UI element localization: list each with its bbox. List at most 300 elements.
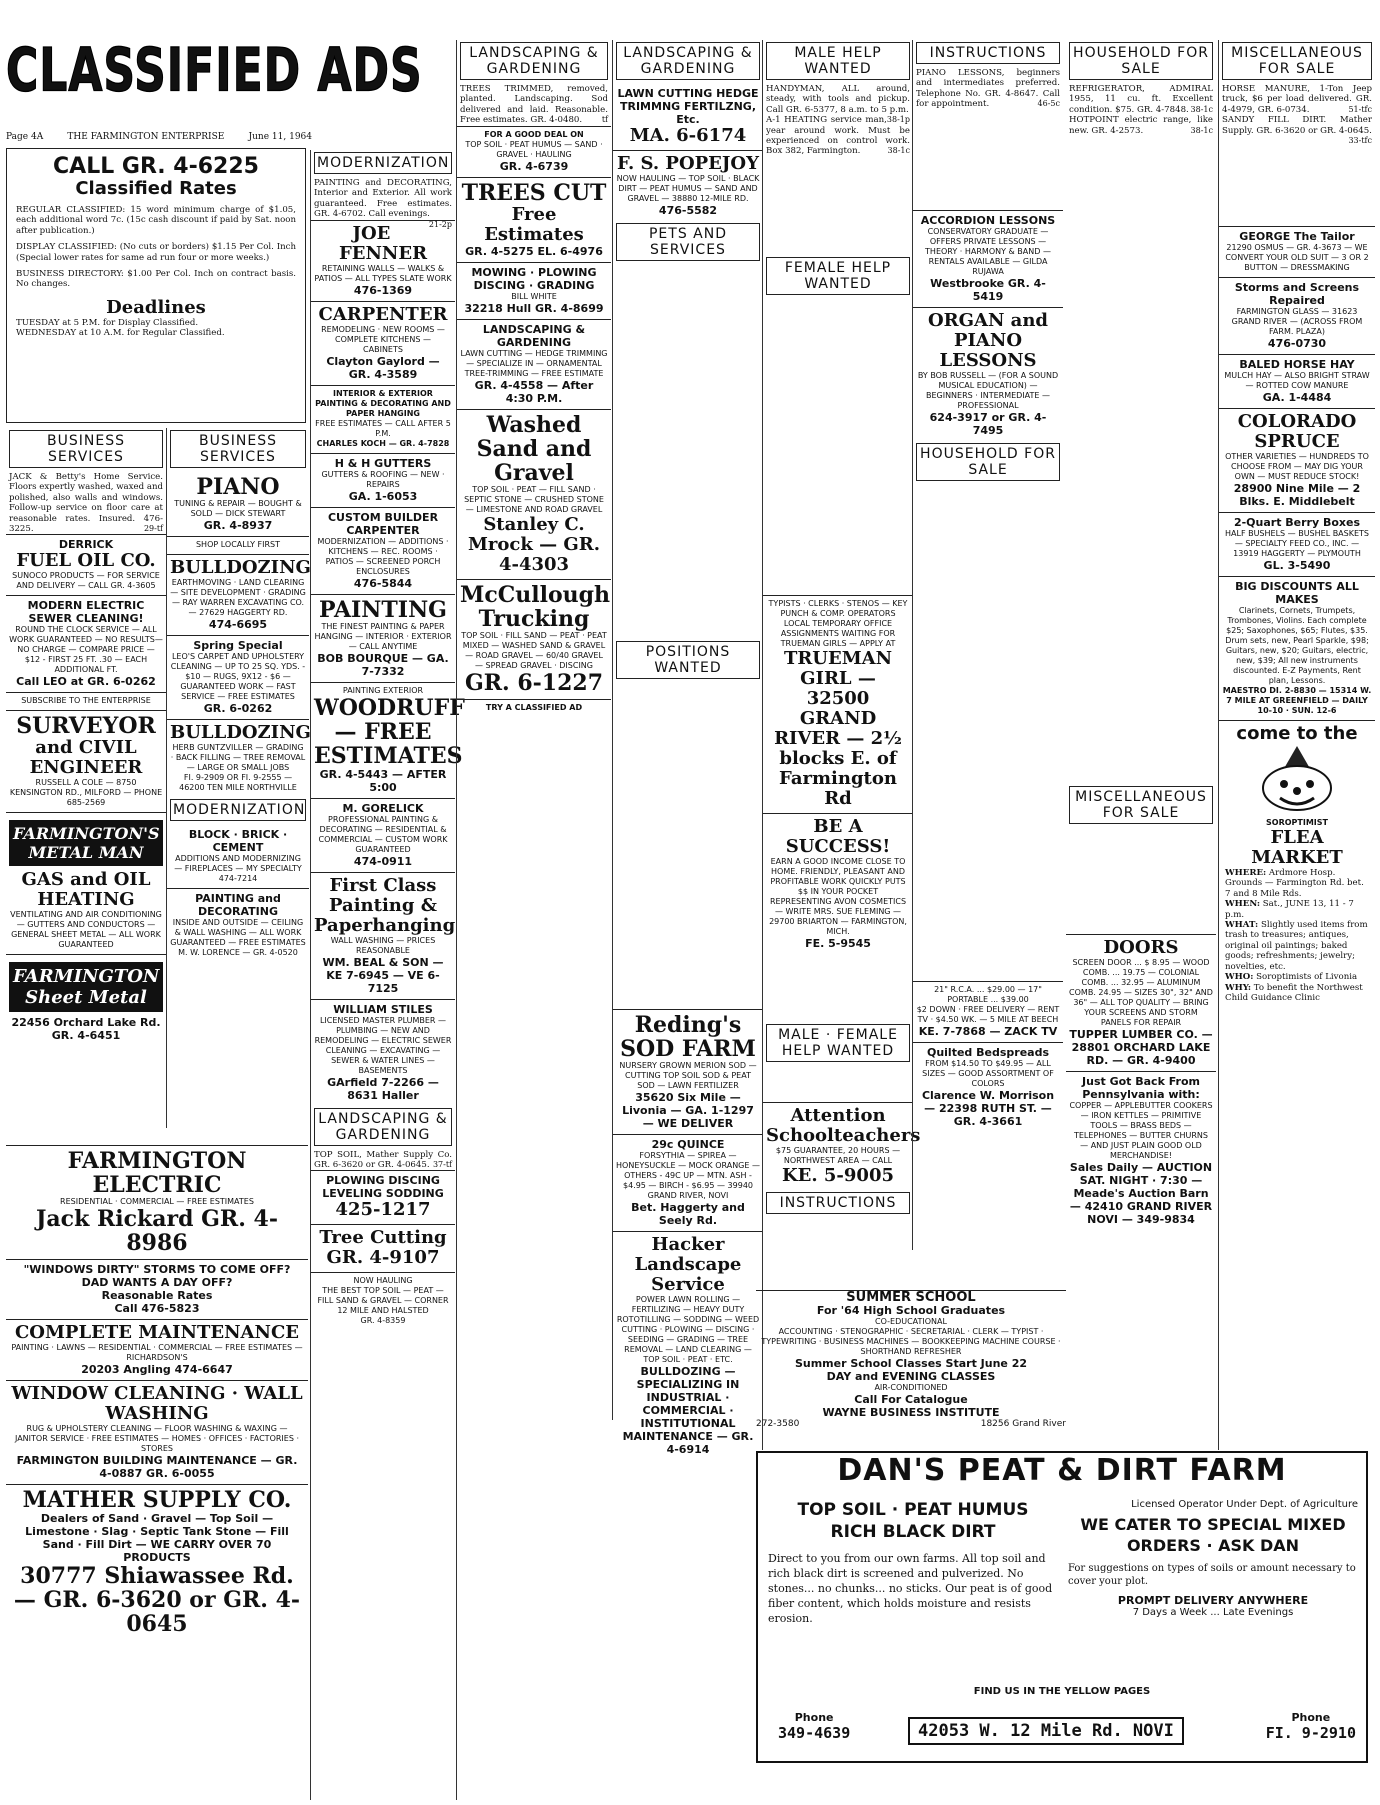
column-6 xyxy=(762,40,921,1450)
ad-title: Just Got Back From Pennsylvania with: xyxy=(1082,1075,1200,1102)
ad-title: BLOCK · BRICK · CEMENT xyxy=(188,828,288,854)
ad-code: tf xyxy=(601,115,608,125)
ad-title: LANDSCAPING & GARDENING xyxy=(482,322,586,349)
list-item xyxy=(613,1134,763,1231)
list-item xyxy=(6,1484,308,1640)
ad-title: INTERIOR & EXTERIOR PAINTING & DECORATING AND PAPER HANGING xyxy=(315,388,451,418)
ad-title: ORGAN and PIANO LESSONS xyxy=(927,309,1049,371)
ad-body: PROFESSIONAL PAINTING & DECORATING — RESIDENTIAL & COMMERCIAL — CUSTOM WORK GUARANTEED xyxy=(318,814,448,854)
ad-code: 21-2p xyxy=(428,219,452,229)
list-item xyxy=(6,1319,308,1380)
ad-phone: GR. 4-5443 — AFTER 5:00 xyxy=(319,767,447,794)
ad-title: ACCORDION LESSONS xyxy=(920,213,1056,227)
list-item xyxy=(311,301,455,385)
dans-left-heading: TOP SOIL · PEAT HUMUS xyxy=(797,1500,1029,1520)
list-item xyxy=(311,682,465,798)
ad-title: DERRICK xyxy=(58,538,114,552)
school-catalog: Call For Catalogue xyxy=(854,1393,968,1406)
ad-body: LOCAL TEMPORARY OFFICE ASSIGNMENTS WAITING FOR TRUEMAN GIRLS — APPLY AT xyxy=(780,618,896,648)
section-header: MODERNIZATION xyxy=(314,152,452,174)
ad-code: 37-tf xyxy=(432,1160,452,1170)
school-classes: DAY and EVENING CLASSES xyxy=(826,1370,996,1383)
rates-call: CALL GR. 4-6225 xyxy=(53,154,259,179)
ad-body: NOW HAULING — TOP SOIL · BLACK DIRT — PEAT HUMUS — SAND AND GRAVEL — 38880 12-MILE RD. xyxy=(616,174,760,203)
list-item xyxy=(311,507,455,594)
dans-delivery: PROMPT DELIVERY ANYWHERE xyxy=(1117,1594,1309,1607)
list-item xyxy=(6,1259,308,1319)
masthead-meta xyxy=(6,132,312,142)
list-item xyxy=(311,594,455,682)
ad-address: 22456 Orchard Lake Rd. xyxy=(11,1016,161,1030)
list-item xyxy=(311,385,455,453)
ad-title: CUSTOM BUILDER CARPENTER xyxy=(327,510,439,537)
ad-title: M. GORELICK xyxy=(342,801,424,815)
ad-phone: GR. 4-9107 xyxy=(326,1247,440,1269)
rates-heading: Classified Rates xyxy=(75,178,237,199)
ad-body: ADDITIONS AND MODERNIZING — FIREPLACES — MY SPECIALTY xyxy=(174,854,302,873)
ad-phone: WM. BEAL & SON — KE 7-6945 — VE 6-7125 xyxy=(322,955,444,995)
ad-phone: TRUEMAN GIRL — 32500 GRAND RIVER — 2½ blocks E. of Farmington Rd xyxy=(774,647,902,809)
ad-title: First Class Painting & Paperhanging xyxy=(314,874,456,936)
list-item xyxy=(913,307,1063,441)
section-header: HOUSEHOLD FOR SALE xyxy=(1069,42,1213,80)
flea-where: Ardmore Hosp. Grounds — Farmington Rd. bet. 7 and 8 Mile Rds. xyxy=(1225,868,1364,899)
ad-phone: KE. 5-9005 xyxy=(782,1164,894,1186)
list-item xyxy=(913,981,1063,1042)
list-item xyxy=(457,699,611,717)
ad-title: Spring Special xyxy=(193,639,283,652)
list-item xyxy=(613,1231,763,1460)
ad-phone: 20203 Angling 474-6647 xyxy=(81,1363,233,1376)
list-item xyxy=(6,595,166,692)
list-item xyxy=(6,954,166,1046)
ad-text: PIANO LESSONS, beginners and intermediates preferred. Telephone No. GR. 4-8647. Call for appointment. xyxy=(916,68,1060,110)
flea-why-label: WHY: xyxy=(1225,982,1252,993)
ad-phone: GR. 6-0262 xyxy=(203,702,273,715)
list-item xyxy=(6,1145,308,1259)
list-item xyxy=(167,536,309,554)
section-header: INSTRUCTIONS xyxy=(766,1192,910,1214)
ad-title: Storms and Screens Repaired xyxy=(1234,281,1360,308)
ad-title: Washed Sand and Gravel xyxy=(476,411,592,486)
ad-body: Reasonable Rates xyxy=(101,1289,213,1302)
ad-text: PAINTING and DECORATING, Interior and Exterior. All work guaranteed. Free estimates. GR. 4-6702. Call evenings. xyxy=(314,178,452,220)
rates-display: DISPLAY CLASSIFIED: (No cuts or borders) $1.15 Per Col. Inch (Special lower rates for same ad run four or more weeks.) xyxy=(16,242,296,263)
dans-left-body: Direct to you from our own farms. All top soil and rich black dirt is screened and pulverized. No stones... no chunks... no sticks. Our peat is of good fiber content, which holds moisture and resists erosion. xyxy=(768,1552,1053,1625)
list-item xyxy=(1219,277,1375,354)
list-item xyxy=(457,262,611,319)
ad-title: WINDOW CLEANING · WALL WASHING xyxy=(11,1383,303,1424)
section-header: BUSINESS SERVICES xyxy=(170,430,306,468)
ad-title: "WINDOWS DIRTY" STORMS TO COME OFF? DAD WANTS A DAY OFF? xyxy=(23,1263,291,1289)
dans-title: DAN'S PEAT & DIRT FARM xyxy=(837,1453,1287,1488)
list-item xyxy=(613,150,763,221)
ad-body: REMODELING · NEW ROOMS — COMPLETE KITCHENS — CABINETS xyxy=(321,324,445,354)
ad-phone: Bet. Haggerty and Seely Rd. xyxy=(631,1201,745,1227)
list-item xyxy=(613,84,763,150)
ad-text: SANDY FILL DIRT. Mather Supply. GR. 6-3620 or GR. 4-0645. xyxy=(1222,115,1372,136)
page-title: CLASSIFIED ADS xyxy=(6,36,423,106)
section-header: FEMALE HELP WANTED xyxy=(766,257,910,295)
ad-phone: GR. 4-5275 EL. 6-4976 xyxy=(465,244,603,258)
ad-body: ROUND THE CLOCK SERVICE — ALL WORK GUARANTEED — NO RESULTS—NO CHARGE — COMPARE PRICE — $12 - FIRST 25 FT. .30 — EACH ADDITIONAL FT. xyxy=(9,625,163,675)
list-item xyxy=(457,177,611,262)
ad-body: INSIDE AND OUTSIDE — CEILING & WALL WASHING — ALL WORK GUARANTEED — FREE ESTIMATES xyxy=(170,918,306,947)
ad-body: MULCH HAY — ALSO BRIGHT STRAW — ROTTED COW MANURE xyxy=(1224,371,1370,391)
dans-right-heading: WE CATER TO SPECIAL MIXED ORDERS · ASK DAN xyxy=(1080,1515,1346,1555)
ad-subtitle: and CIVIL ENGINEER xyxy=(29,737,143,779)
list-item xyxy=(6,1380,308,1484)
section-header: MALE HELP WANTED xyxy=(766,42,910,80)
ad-phone: 35620 Six Mile — Livonia — GA. 1-1297 — WE DELIVER xyxy=(622,1091,754,1130)
ad-title: PLOWING DISCING LEVELING SODDING xyxy=(322,1174,444,1201)
flea-why: To benefit the Northwest Child Guidance Clinic xyxy=(1225,982,1363,1003)
ad-phone: M. W. LORENCE — GR. 4-0520 xyxy=(178,948,298,957)
ad-title: GEORGE The Tailor xyxy=(1239,230,1355,244)
list-item xyxy=(6,472,166,534)
list-item xyxy=(457,409,611,579)
ad-title: LAWN CUTTING HEDGE TRIMMNG FERTILZNG, Etc. xyxy=(617,87,759,126)
list-item xyxy=(311,1170,455,1224)
school-air: AIR-CONDITIONED xyxy=(874,1383,948,1392)
ad-body: MODERNIZATION — ADDITIONS · KITCHENS — REC. ROOMS · PATIOS — SCREENED PORCH ENCLOSURES xyxy=(317,536,449,576)
ad-title: CARPENTER xyxy=(318,303,448,325)
rates-directory: BUSINESS DIRECTORY: $1.00 Per Col. Inch on contract basis. No changes. xyxy=(16,269,296,290)
ad-phone: Call 476-5823 xyxy=(114,1302,200,1315)
ad-body: WALL WASHING — PRICES REASONABLE xyxy=(330,935,436,955)
ad-code: 38-1c xyxy=(1190,104,1213,114)
ad-text: HOTPOINT electric range, like new. GR. 4-2573. xyxy=(1069,115,1213,136)
ad-title: JOE FENNER xyxy=(338,222,428,264)
ad-title: TREES CUT xyxy=(461,179,607,206)
deadlines-heading: Deadlines xyxy=(106,296,206,318)
ad-phone: 476-1369 xyxy=(353,283,413,297)
dans-peat-ad xyxy=(756,1451,1368,1763)
list-item xyxy=(6,812,166,954)
ad-phone: GArfield 7-2266 — 8631 Haller xyxy=(327,1075,439,1102)
list-item xyxy=(913,210,1063,307)
school-name: WAYNE BUSINESS INSTITUTE xyxy=(822,1406,1000,1419)
list-item xyxy=(1219,115,1375,146)
ad-title: 29c QUINCE xyxy=(651,1138,725,1151)
list-item xyxy=(167,635,309,719)
section-header: LANDSCAPING & GARDENING xyxy=(616,42,760,80)
paper-name: THE FARMINGTON ENTERPRISE xyxy=(67,132,225,142)
dans-phone-label: Phone xyxy=(794,1711,834,1724)
column-8 xyxy=(1066,40,1216,1450)
list-item xyxy=(457,84,611,126)
ad-phone: TUPPER LUMBER CO. — 28801 ORCHARD LAKE RD. — GR. 4-9400 xyxy=(1069,1028,1213,1068)
ad-title: FARMINGTON ELECTRIC xyxy=(67,1148,247,1198)
flea-where-label: WHERE: xyxy=(1225,868,1267,879)
ad-body: FORSYTHIA — SPIREA — HONEYSUCKLE — MOCK ORANGE — OTHERS - 49C UP — MTN. ASH - $4.95 — BIRCH - $6.95 — 39940 GRAND RIVER, NOVI xyxy=(616,1151,760,1200)
ad-title: BALED HORSE HAY xyxy=(1239,358,1355,372)
section-header: BUSINESS SERVICES xyxy=(9,430,163,468)
dans-license: Licensed Operator Under Dept. of Agriculture xyxy=(1131,1499,1358,1510)
list-item xyxy=(1219,354,1375,408)
ad-title: WILLIAM STILES xyxy=(333,1002,433,1016)
ad-phone: GA. 1-6053 xyxy=(348,489,418,503)
ad-title: Reding's SOD FARM xyxy=(620,1012,756,1062)
list-item xyxy=(6,692,166,710)
ad-body: FARMINGTON GLASS — 31623 GRAND RIVER — (ACROSS FROM FARM. PLAZA) xyxy=(1231,307,1363,337)
ad-text: REFRIGERATOR, ADMIRAL 1955, 11 cu. ft. Excellent condition. $75. GR. 4-7848. xyxy=(1069,84,1213,115)
ad-body: TOP SOIL · PEAT — FILL SAND · SEPTIC STONE — CRUSHED STONE — LIMESTONE AND ROAD GRAVEL xyxy=(464,484,604,514)
ad-subtitle: Free Estimates xyxy=(484,203,584,245)
ad-title: MOWING · PLOWING DISCING · GRADING xyxy=(471,265,597,292)
ad-subtitle: WOODRUFF — FREE ESTIMATES xyxy=(314,694,465,769)
column-4 xyxy=(456,40,611,1800)
ad-body: PAINTING · LAWNS — RESIDENTIAL · COMMERCIAL — FREE ESTIMATES — RICHARDSON'S xyxy=(11,1343,303,1362)
section-header: MISCELLANEOUS FOR SALE xyxy=(1069,786,1213,824)
ad-body: THE FINEST PAINTING & PAPER HANGING — INTERIOR · EXTERIOR — CALL ANYTIME xyxy=(314,621,452,651)
ad-title: SURVEYOR xyxy=(16,713,156,740)
column-2 xyxy=(166,428,309,1128)
ad-subtitle: FUEL OIL CO. xyxy=(16,550,156,572)
ad-title: BIG DISCOUNTS ALL MAKES xyxy=(1235,580,1359,607)
ad-phone: BOB BOURQUE — GA. 7-7332 xyxy=(317,651,449,678)
ad-phone: Jack Rickard GR. 4-8986 xyxy=(36,1206,278,1256)
dans-days: 7 Days a Week ... Late Evenings xyxy=(1132,1607,1294,1618)
ad-body: OTHER VARIETIES — HUNDREDS TO CHOOSE FROM — MAY DIG YOUR OWN — MUST REDUCE STOCK! xyxy=(1225,452,1369,482)
ad-body: SCREEN DOOR ... $ 8.95 — WOOD COMB. ... 19.75 — COLONIAL COMB. ... 32.95 — ALUMINUM COMB. 24.95 — SIZES 30", 32" AND 36" — ALL TOP QUALITY — BRING YOUR SCREENS AND STORM PANELS FOR REPAIR xyxy=(1069,958,1213,1028)
ad-phone: 474-0911 xyxy=(353,854,413,868)
rates-regular: REGULAR CLASSIFIED: 15 word minimum charge of $1.05, each additional word 7c. (15c cash discount if paid by Sat. noon after publication.) xyxy=(16,205,296,236)
ad-phone: BULLDOZING — SPECIALIZING IN INDUSTRIAL · COMMERCIAL · INSTITUTIONAL MAINTENANCE — GR. 4-6914 xyxy=(622,1365,754,1456)
ad-body: HALF BUSHELS — BUSHEL BASKETS — SPECIALTY FEED CO., INC. — 13919 HAGGERTY — PLYMOUTH xyxy=(1225,529,1369,559)
ad-phone: GA. 1-4484 xyxy=(1262,391,1332,405)
ad-code: 38-1c xyxy=(887,146,910,156)
ad-body: SUNOCO PRODUCTS — FOR SERVICE AND DELIVERY — CALL GR. 4-3605 xyxy=(12,571,160,591)
ad-phone: CHARLES KOCH — GR. 4-7828 xyxy=(316,438,450,448)
ad-title: McCullough Trucking xyxy=(460,581,611,632)
column-5 xyxy=(612,40,763,1456)
ad-title: NOW HAULING xyxy=(353,1276,413,1286)
ad-text: HANDYMAN, ALL around, steady, with tools and pickup. Call GR. 6-5377, 8 a.m. to 5 p.m. xyxy=(766,84,910,115)
school-title: SUMMER SCHOOL xyxy=(846,1290,976,1305)
column-9 xyxy=(1218,40,1375,1450)
ad-phone: MAESTRO DI. 2-8830 — 15314 W. 7 MILE AT GREENFIELD — DAILY 10-10 · SUN. 12-6 xyxy=(1222,686,1372,716)
column-3 xyxy=(310,150,465,1800)
ad-phone: 474-7214 xyxy=(218,874,258,883)
clown-face-icon xyxy=(1242,744,1352,814)
list-item xyxy=(1219,408,1375,512)
ad-body: CONSERVATORY GRADUATE — OFFERS PRIVATE LESSONS — THEORY · HARMONY & BAND — RENTALS AVAILABLE — GILDA RUJAWA xyxy=(925,226,1051,276)
ad-text: TREES TRIMMED, removed, planted. Landscaping. Sod delivered and laid. Reasonable. Free estimates. GR. 4-0480. xyxy=(460,84,608,126)
ad-text: HORSE MANURE, 1-Ton Jeep truck, $6 per load delivered. GR. 4-4979, GR. 6-0734. xyxy=(1222,84,1372,115)
ad-title: 2-Quart Berry Boxes xyxy=(1233,516,1361,530)
school-subtitle: For '64 High School Graduates xyxy=(816,1304,1006,1317)
ad-title: Attention Schoolteachers xyxy=(766,1104,921,1146)
ad-body: EARTHMOVING · LAND CLEARING — SITE DEVELOPMENT · GRADING — RAY WARREN EXCAVATING CO. — 27629 HAGGERTY RD. xyxy=(170,578,306,617)
ad-body: TOP SOIL · PEAT HUMUS — SAND · GRAVEL · HAULING xyxy=(465,139,603,159)
section-header: PETS AND SERVICES xyxy=(616,223,760,261)
flea-who-label: WHO: xyxy=(1225,972,1254,983)
flea-come: come to the xyxy=(1236,723,1358,745)
list-item xyxy=(763,84,913,125)
ad-body: $2 DOWN · FREE DELIVERY — RENT TV · $4.50 WK. — 5 MILE AT BEECH xyxy=(916,1004,1060,1024)
ad-body: Clarinets, Cornets, Trumpets, Trombones, Violins. Each complete $25; Saxophones, $65; Flutes, $35. Drum sets, new, Pearl Sparkle, $98; Guitars, new, $20; Guitars, electric, new, $39; All new instruments discounted. E-Z Payments, Rent plan, Lessons. xyxy=(1225,606,1369,686)
list-item xyxy=(167,825,309,888)
issue-date: June 11, 1964 xyxy=(248,132,312,142)
ad-body: EARN A GOOD INCOME CLOSE TO HOME. FRIENDLY, PLEASANT AND PROFITABLE WORK QUICKLY PUTS $$ IN YOUR POCKET REPRESENTING AVON COSMETICS — WRITE MRS. SUE FLEMING — 29700 BRIARTON — FARMINGTON, MICH. xyxy=(769,856,907,936)
ad-title: DOORS xyxy=(1103,937,1179,959)
ad-phone: Call LEO at GR. 6-0262 xyxy=(16,675,156,689)
ad-phone: GR. 4-8359 xyxy=(360,1316,406,1326)
school-contact xyxy=(756,1419,1066,1429)
ad-title: SUBSCRIBE TO THE ENTERPRISE xyxy=(21,696,151,706)
section-header: POSITIONS WANTED xyxy=(616,641,760,679)
ad-code: 46-5c xyxy=(1037,99,1060,109)
list-item xyxy=(1066,1071,1216,1230)
ad-body: LICENSED MASTER PLUMBER — PLUMBING — NEW AND REMODELING — ELECTRIC SEWER CLEANING — EXCAVATING — SEWER & WATER LINES — BASEMENTS xyxy=(314,1015,452,1075)
list-item xyxy=(763,813,913,954)
ad-title: COLORADO SPRUCE xyxy=(1237,411,1357,453)
ad-phone: GR. 4-6739 xyxy=(499,159,569,173)
ad-body: BILL WHITE xyxy=(511,291,557,301)
list-item xyxy=(613,1009,763,1134)
section-header: LANDSCAPING & GARDENING xyxy=(314,1108,452,1146)
ad-title: PIANO xyxy=(196,474,280,500)
section-header: MODERNIZATION xyxy=(170,799,306,821)
ad-phone: 32218 Hull GR. 4-8699 xyxy=(464,301,604,315)
list-item xyxy=(457,319,611,409)
ad-title: FOR A GOOD DEAL ON xyxy=(484,129,584,139)
ad-body: VENTILATING AND AIR CONDITIONING — GUTTERS AND CONDUCTORS — GENERAL SHEET METAL — ALL WORK GUARANTEED xyxy=(10,910,162,950)
list-item xyxy=(311,1272,455,1330)
dans-yellow-pages: FIND US IN THE YELLOW PAGES xyxy=(973,1686,1151,1697)
ad-title: Quilted Bedspreads xyxy=(926,1045,1049,1059)
ad-title: SHOP LOCALLY FIRST xyxy=(195,540,281,549)
school-co: CO-EDUCATIONAL xyxy=(875,1317,947,1326)
flea-title: FLEA MARKET xyxy=(1251,827,1343,869)
list-item xyxy=(1219,84,1375,115)
school-phone: 272-3580 xyxy=(756,1419,800,1429)
ad-title: MATHER SUPPLY CO. xyxy=(22,1487,292,1513)
ad-phone: KE. 7-7868 — ZACK TV xyxy=(918,1024,1058,1038)
list-item xyxy=(311,453,455,507)
ad-body: RESIDENTIAL · COMMERCIAL — FREE ESTIMATES xyxy=(60,1197,254,1206)
list-item xyxy=(167,554,309,635)
flea-what: Slightly used items from trash to treasures; antiques, original oil paintings; baked goods; refreshments; jewelry; novelties, etc. xyxy=(1225,920,1368,972)
list-item xyxy=(311,999,455,1106)
section-header: MALE · FEMALE HELP WANTED xyxy=(766,1024,910,1062)
ad-title: 21" R.C.A. ... $29.00 — 17" PORTABLE ... $39.00 xyxy=(934,984,1042,1004)
list-item xyxy=(311,1224,455,1272)
ad-phone: 425-1217 xyxy=(335,1199,431,1221)
column-7 xyxy=(912,40,1063,1250)
ad-phone: 476-5582 xyxy=(658,204,718,217)
section-header: INSTRUCTIONS xyxy=(916,42,1060,64)
ad-phone: 476-0730 xyxy=(1267,337,1327,351)
list-item xyxy=(763,595,913,813)
ad-title: PAINTING xyxy=(319,596,447,623)
ad-body: FROM $14.50 TO $49.95 — ALL SIZES — GOOD ASSORTMENT OF COLORS xyxy=(922,1058,1054,1088)
ad-text: JACK & Betty's Home Service. Floors expertly washed, waxed and polished, also walls and windows. Follow-up service on floor care at reasonable rates. Insured. 476-3225. xyxy=(9,472,164,535)
deadline-wednesday: WEDNESDAY at 10 A.M. for Regular Classified. xyxy=(16,328,225,339)
masthead xyxy=(6,34,423,114)
page-number: Page 4A xyxy=(6,132,44,142)
ad-phone: MA. 6-6174 xyxy=(629,125,747,146)
ad-phone: 30777 Shiawassee Rd. — GR. 6-3620 or GR. 4-0645 xyxy=(13,1563,301,1637)
ad-phone: Sales Daily — AUCTION SAT. NIGHT · 7:30 — Meade's Auction Barn — 42410 GRAND RIVER NOVI — 349-9834 xyxy=(1069,1161,1213,1227)
list-item xyxy=(1219,576,1375,720)
ad-code: 38-1p xyxy=(886,115,910,125)
ad-title: PAINTING EXTERIOR xyxy=(342,685,424,695)
list-item xyxy=(913,68,1063,110)
school-address: 18256 Grand River xyxy=(980,1419,1066,1429)
list-item xyxy=(311,178,455,229)
ad-title: TRY A CLASSIFIED AD xyxy=(485,702,583,712)
dans-left-heading-2: RICH BLACK DIRT xyxy=(830,1522,996,1542)
list-item xyxy=(1219,226,1375,277)
list-item xyxy=(1066,115,1216,136)
list-item xyxy=(167,719,309,797)
summer-school-ad xyxy=(756,1290,1066,1451)
ad-phone: 474-6695 xyxy=(208,618,268,631)
list-item xyxy=(457,126,611,177)
ad-phone: GR. 6-1227 xyxy=(464,669,604,696)
lower-left-ads xyxy=(6,1145,308,1800)
ad-title: Tree Cutting xyxy=(319,1227,447,1249)
ad-phone: Stanley C. Mrock — GR. 4-4303 xyxy=(468,513,600,575)
ad-code: 51-tfc xyxy=(1348,104,1372,114)
dans-phone-left: 349-4639 xyxy=(778,1724,851,1742)
ad-phone: Clarence W. Morrison — 22398 RUTH ST. — GR. 4-3661 xyxy=(921,1088,1055,1128)
ad-body: TUNING & REPAIR — BOUGHT & SOLD — DICK STEWART xyxy=(174,499,302,518)
ad-body: GUTTERS & ROOFING — NEW · REPAIRS xyxy=(321,469,445,489)
list-item xyxy=(763,1102,921,1190)
ad-body: RUSSELL A COLE — 8750 KENSINGTON RD., MILFORD — PHONE 685-2569 xyxy=(9,778,163,808)
list-item xyxy=(6,534,166,595)
ad-phone: GR. 4-8937 xyxy=(203,519,273,532)
ad-code: 38-1c xyxy=(1190,125,1213,135)
ad-phone: Clayton Gaylord — GR. 4-3589 xyxy=(326,354,440,381)
ad-text: TOP SOIL, Mather Supply Co. GR. 6-3620 or GR. 4-0645. xyxy=(314,1149,452,1171)
flea-org: SOROPTIMIST xyxy=(1266,818,1328,828)
ad-phone: FARMINGTON BUILDING MAINTENANCE — GR. 4-0887 GR. 6-0055 xyxy=(16,1454,298,1480)
list-item xyxy=(1066,934,1216,1071)
flea-what-label: WHAT: xyxy=(1225,920,1259,931)
list-item xyxy=(311,1150,455,1171)
list-item xyxy=(311,798,455,872)
ad-title: PAINTING and DECORATING xyxy=(195,892,281,918)
list-item xyxy=(167,888,309,962)
flea-when-label: WHEN: xyxy=(1225,899,1261,910)
ad-body: Dealers of Sand · Gravel — Top Soil — Limestone · Slag · Septic Tank Stone — Fill Sand · Fill Dirt — WE CARRY OVER 70 PRODUCTS xyxy=(25,1512,289,1564)
list-item xyxy=(457,579,611,699)
list-item xyxy=(6,710,166,812)
dans-right-body: For suggestions on types of soils or amount necessary to cover your plot. xyxy=(1068,1563,1356,1587)
ad-body: HERB GUNTZVILLER — GRADING · BACK FILLING — TREE REMOVAL — LARGE OR SMALL JOBS xyxy=(170,743,306,772)
rates-box xyxy=(6,148,306,423)
dans-phone-label: Phone xyxy=(1291,1711,1331,1724)
list-item xyxy=(1066,84,1216,115)
ad-code: 33-tfc xyxy=(1348,136,1372,146)
section-header: LANDSCAPING & GARDENING xyxy=(460,42,608,80)
dans-address: 42053 W. 12 Mile Rd. NOVI xyxy=(908,1717,1184,1745)
ad-text: A-1 HEATING service man, year around work. Must be experienced on control work. Box 382, Farmington. xyxy=(766,115,910,157)
list-item xyxy=(167,472,309,536)
ad-body: COPPER — APPLEBUTTER COOKERS — IRON KETTLES — PRIMITIVE TOOLS — BRASS BEDS — TELEPHONES — BUTTER CHURNS — AND JUST PLAIN GOOD OLD MERCHANDISE! xyxy=(1069,1101,1213,1161)
ad-title: H & H GUTTERS xyxy=(334,456,432,470)
section-header: MISCELLANEOUS FOR SALE xyxy=(1222,42,1372,80)
ad-body: RUG & UPHOLSTERY CLEANING — FLOOR WASHING & WAXING — JANITOR SERVICE · FREE ESTIMATES — HOMES · OFFICES · FACTORIES · STORES xyxy=(14,1424,299,1453)
ad-body: RETAINING WALLS — WALKS & PATIOS — ALL TYPES SLATE WORK xyxy=(314,263,452,283)
ad-title: BULLDOZING xyxy=(170,557,311,578)
ad-phone: GR. 4-6451 xyxy=(51,1029,121,1043)
logo: FARMINGTON'S METAL MAN xyxy=(9,820,163,866)
